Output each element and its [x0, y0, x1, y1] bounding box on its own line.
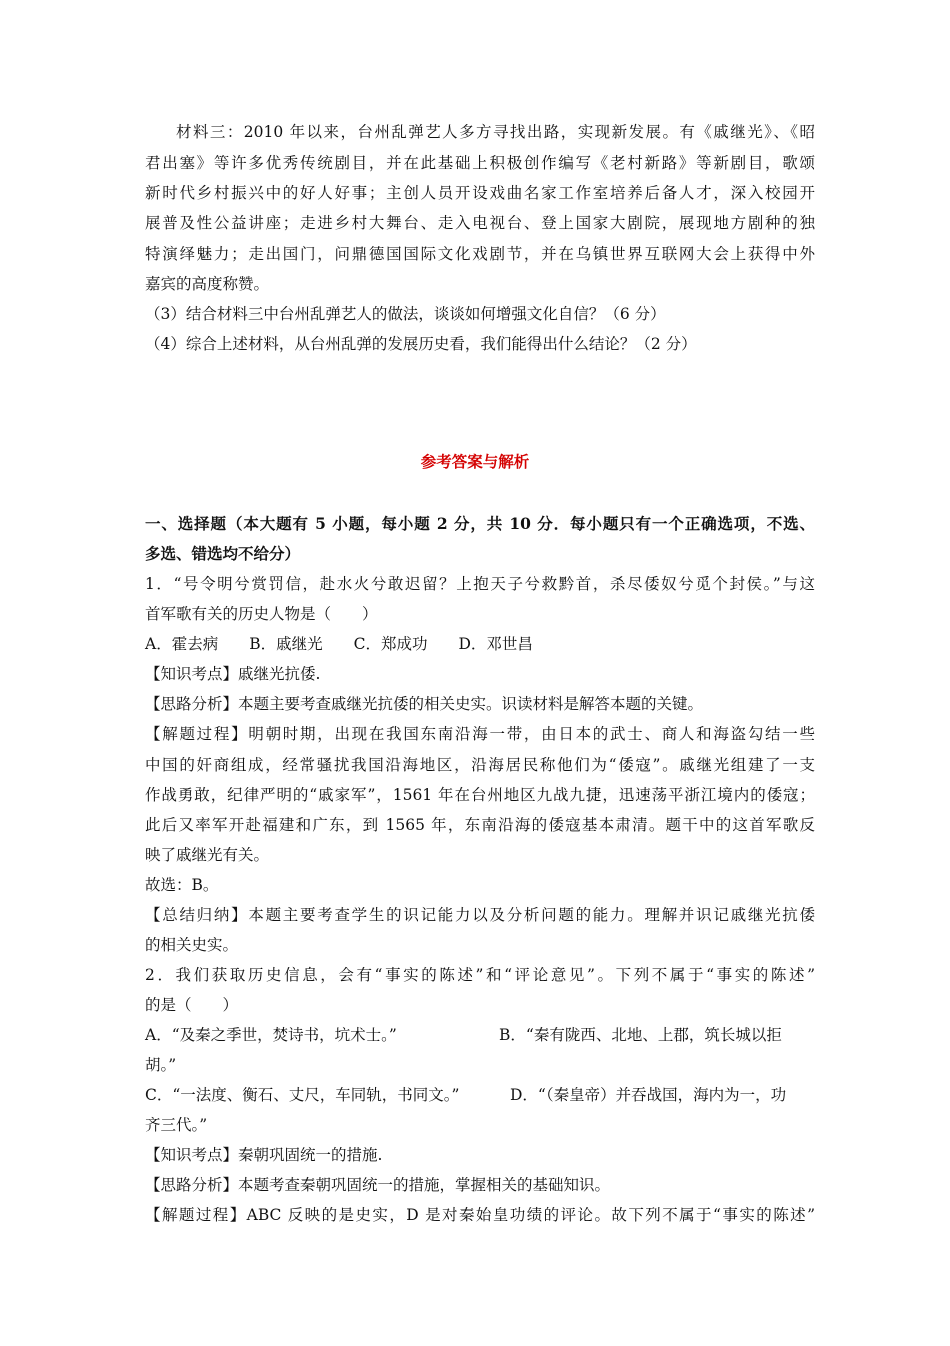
q2-process: 【解题过程】ABC 反映的是史实，D 是对秦始皇功绩的评论。故下列不属于“事实的陈述” [145, 1206, 815, 1224]
material3-line-3: 新时代乡村振兴中的好人好事；主创人员开设戏曲名家工作室培养后备人才，深入校园开 [145, 184, 815, 202]
q1-stem-line-1: 1．“号令明兮赏罚信，赴水火兮敢迟留？上抱天子兮救黔首，杀尽倭奴兮觅个封侯。”与这 [145, 575, 815, 593]
q1-process-line-4: 此后又率军开赴福建和广东，到 1565 年，东南沿海的倭寇基本肃清。题干中的这首军歌反 [145, 816, 815, 834]
q2-option-c: C．“一法度、衡石、丈尺，车同轨，书同文。” [145, 1086, 460, 1104]
q2-stem-line-2: 的是（ ） [145, 996, 239, 1014]
question-3: （3）结合材料三中台州乱弹艺人的做法，谈谈如何增强文化自信？（6 分） [145, 305, 666, 323]
material3-line-5: 特演绎魅力；走出国门，问鼎德国国际文化戏剧节，并在乌镇世界互联网大会上获得中外 [145, 245, 815, 263]
q1-analysis: 【思路分析】本题主要考查戚继光抗倭的相关史实。识读材料是解答本题的关键。 [145, 695, 704, 713]
q1-knowledge: 【知识考点】戚继光抗倭. [145, 665, 321, 683]
q1-choice: 故选：B。 [145, 876, 219, 894]
q2-knowledge: 【知识考点】秦朝巩固统一的措施. [145, 1146, 383, 1164]
q2-option-a: A．“及秦之季世，焚诗书，坑术士。” [145, 1026, 397, 1044]
q1-process-line-2: 中国的奸商组成，经常骚扰我国沿海地区，沿海居民称他们为“倭寇”。戚继光组建了一支 [145, 756, 815, 774]
q1-process-line-1: 【解题过程】明朝时期，出现在我国东南沿海一带，由日本的武士、商人和海盗勾结一些 [145, 725, 815, 743]
material3-line-2: 君出塞》等许多优秀传统剧目，并在此基础上积极创作编写《老村新路》等新剧目，歌颂 [145, 154, 815, 172]
question-4: （4）综合上述材料，从台州乱弹的发展历史看，我们能得出什么结论？（2 分） [145, 335, 697, 353]
q1-options: A．霍去病 B．戚继光 C．郑成功 D．邓世昌 [145, 635, 533, 653]
q2-analysis: 【思路分析】本题考查秦朝巩固统一的措施，掌握相关的基础知识。 [145, 1176, 611, 1194]
material3-line-1: 材料三：2010 年以来，台州乱弹艺人多方寻找出路，实现新发展。有《戚继光》、《昭 [176, 123, 815, 141]
q1-summary-line-1: 【总结归纳】本题主要考查学生的识记能力以及分析问题的能力。理解并识记戚继光抗倭 [145, 906, 815, 924]
section1-heading-line-1: 一、选择题（本大题有 5 小题，每小题 2 分，共 10 分．每小题只有一个正确选项，不选、 [145, 514, 815, 533]
material3-line-6: 嘉宾的高度称赞。 [145, 275, 270, 293]
q2-option-d: D．“（秦皇帝）并吞战国，海内为一，功 [510, 1086, 787, 1104]
answer-title: 参考答案与解析 [420, 452, 530, 471]
q2-option-b-continued: 胡。” [145, 1056, 177, 1074]
q1-process-line-3: 作战勇敢，纪律严明的“戚家军”，1561 年在台州地区九战九捷，迅速荡平浙江境内的倭寇； [145, 786, 815, 804]
q2-option-d-continued: 齐三代。” [145, 1116, 208, 1134]
section1-heading-line-2: 多选、错选均不给分） [145, 544, 301, 563]
q2-option-b: B．“秦有陇西、北地、上郡，筑长城以拒 [499, 1026, 782, 1044]
q2-stem-line-1: 2．我们获取历史信息，会有“事实的陈述”和“评论意见”。下列不属于“事实的陈述” [145, 966, 815, 984]
q1-stem-line-2: 首军歌有关的历史人物是（ ） [145, 605, 378, 623]
q1-summary-line-2: 的相关史实。 [145, 936, 239, 954]
material3-line-4: 展普及性公益讲座；走进乡村大舞台、走入电视台、登上国家大剧院，展现地方剧种的独 [145, 214, 815, 232]
q1-process-line-5: 映了戚继光有关。 [145, 846, 270, 864]
